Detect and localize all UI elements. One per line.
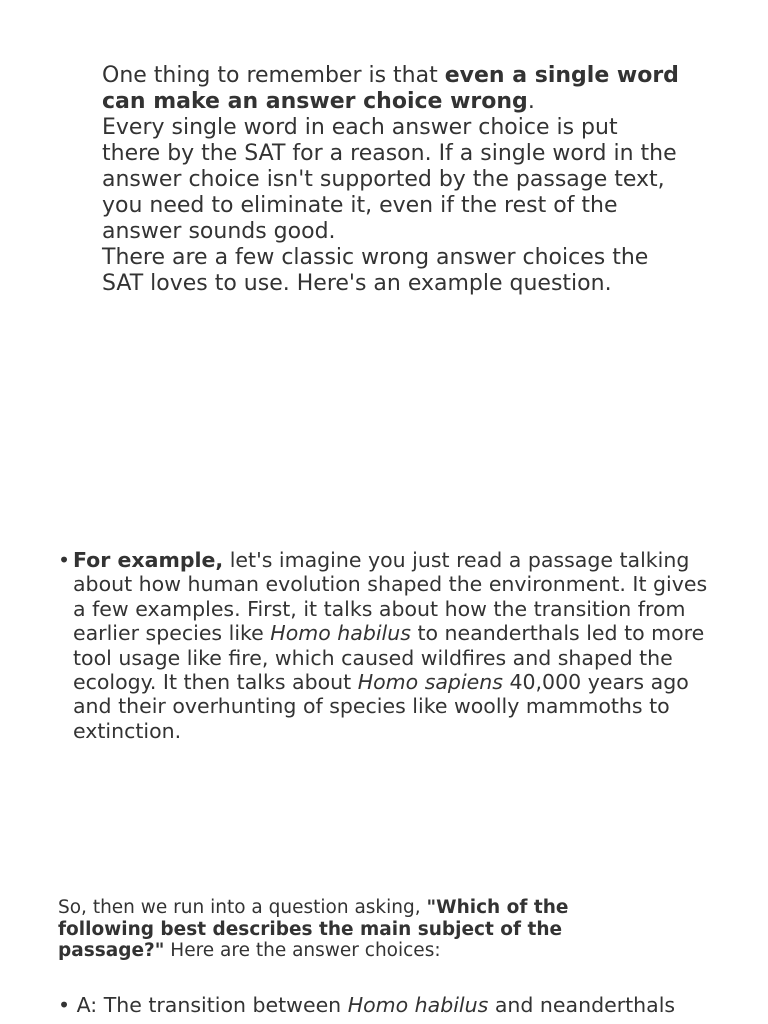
example-text-2: to neanderthals led to more tool usage like fire, which caused wildfires and shaped the ecology. It then talks about (73, 621, 705, 695)
bullet-dot: • (58, 548, 71, 572)
bullet-dot: • (58, 993, 71, 1017)
intro-paragraph-1 (102, 63, 682, 115)
intro-paragraph-2: Every single word in each answer choice is put there by the SAT for a reason. If a single word in the answer choice isn't supported by the passage text, you need to eliminate it, even if the rest of the answer sounds good. (102, 115, 677, 244)
example-italic-species-2: Homo sapiens (357, 670, 503, 695)
question-paragraph (58, 897, 638, 962)
example-text-1: let's imagine you just read a passage talking about how human evolution shaped the environment. It gives a few examples. First, it talks about how the transition from earlier species like (73, 548, 708, 646)
intro-lead-text: One thing to remember is that (102, 63, 445, 88)
choice-a-lead: A: The transition between (70, 993, 348, 1017)
question-bold-prompt: "Which of the following best describes the main subject of the passage?" (58, 897, 569, 961)
choice-a-tail: and neanderthals (488, 993, 676, 1017)
question-tail: Here are the answer choices: (164, 940, 441, 961)
intro-period: . (527, 89, 535, 114)
example-text-3: 40,000 years ago and their overhunting of species like woolly mammoths to extinction. (73, 670, 689, 743)
choice-a-italic-species: Homo habilus (347, 993, 489, 1017)
example-bold-lead: For example, (73, 548, 224, 572)
example-bullet-item (58, 548, 718, 743)
intro-paragraph-3: There are a few classic wrong answer choices the SAT loves to use. Here's an example question. (102, 245, 649, 296)
example-italic-species-1: Homo habilus (270, 621, 411, 646)
question-lead: So, then we run into a question asking, (58, 897, 427, 918)
intro-bold-emphasis: even a single word can make an answer choice wrong (102, 63, 679, 114)
answer-choice-a (58, 993, 758, 1017)
intro-text-block (102, 63, 682, 297)
